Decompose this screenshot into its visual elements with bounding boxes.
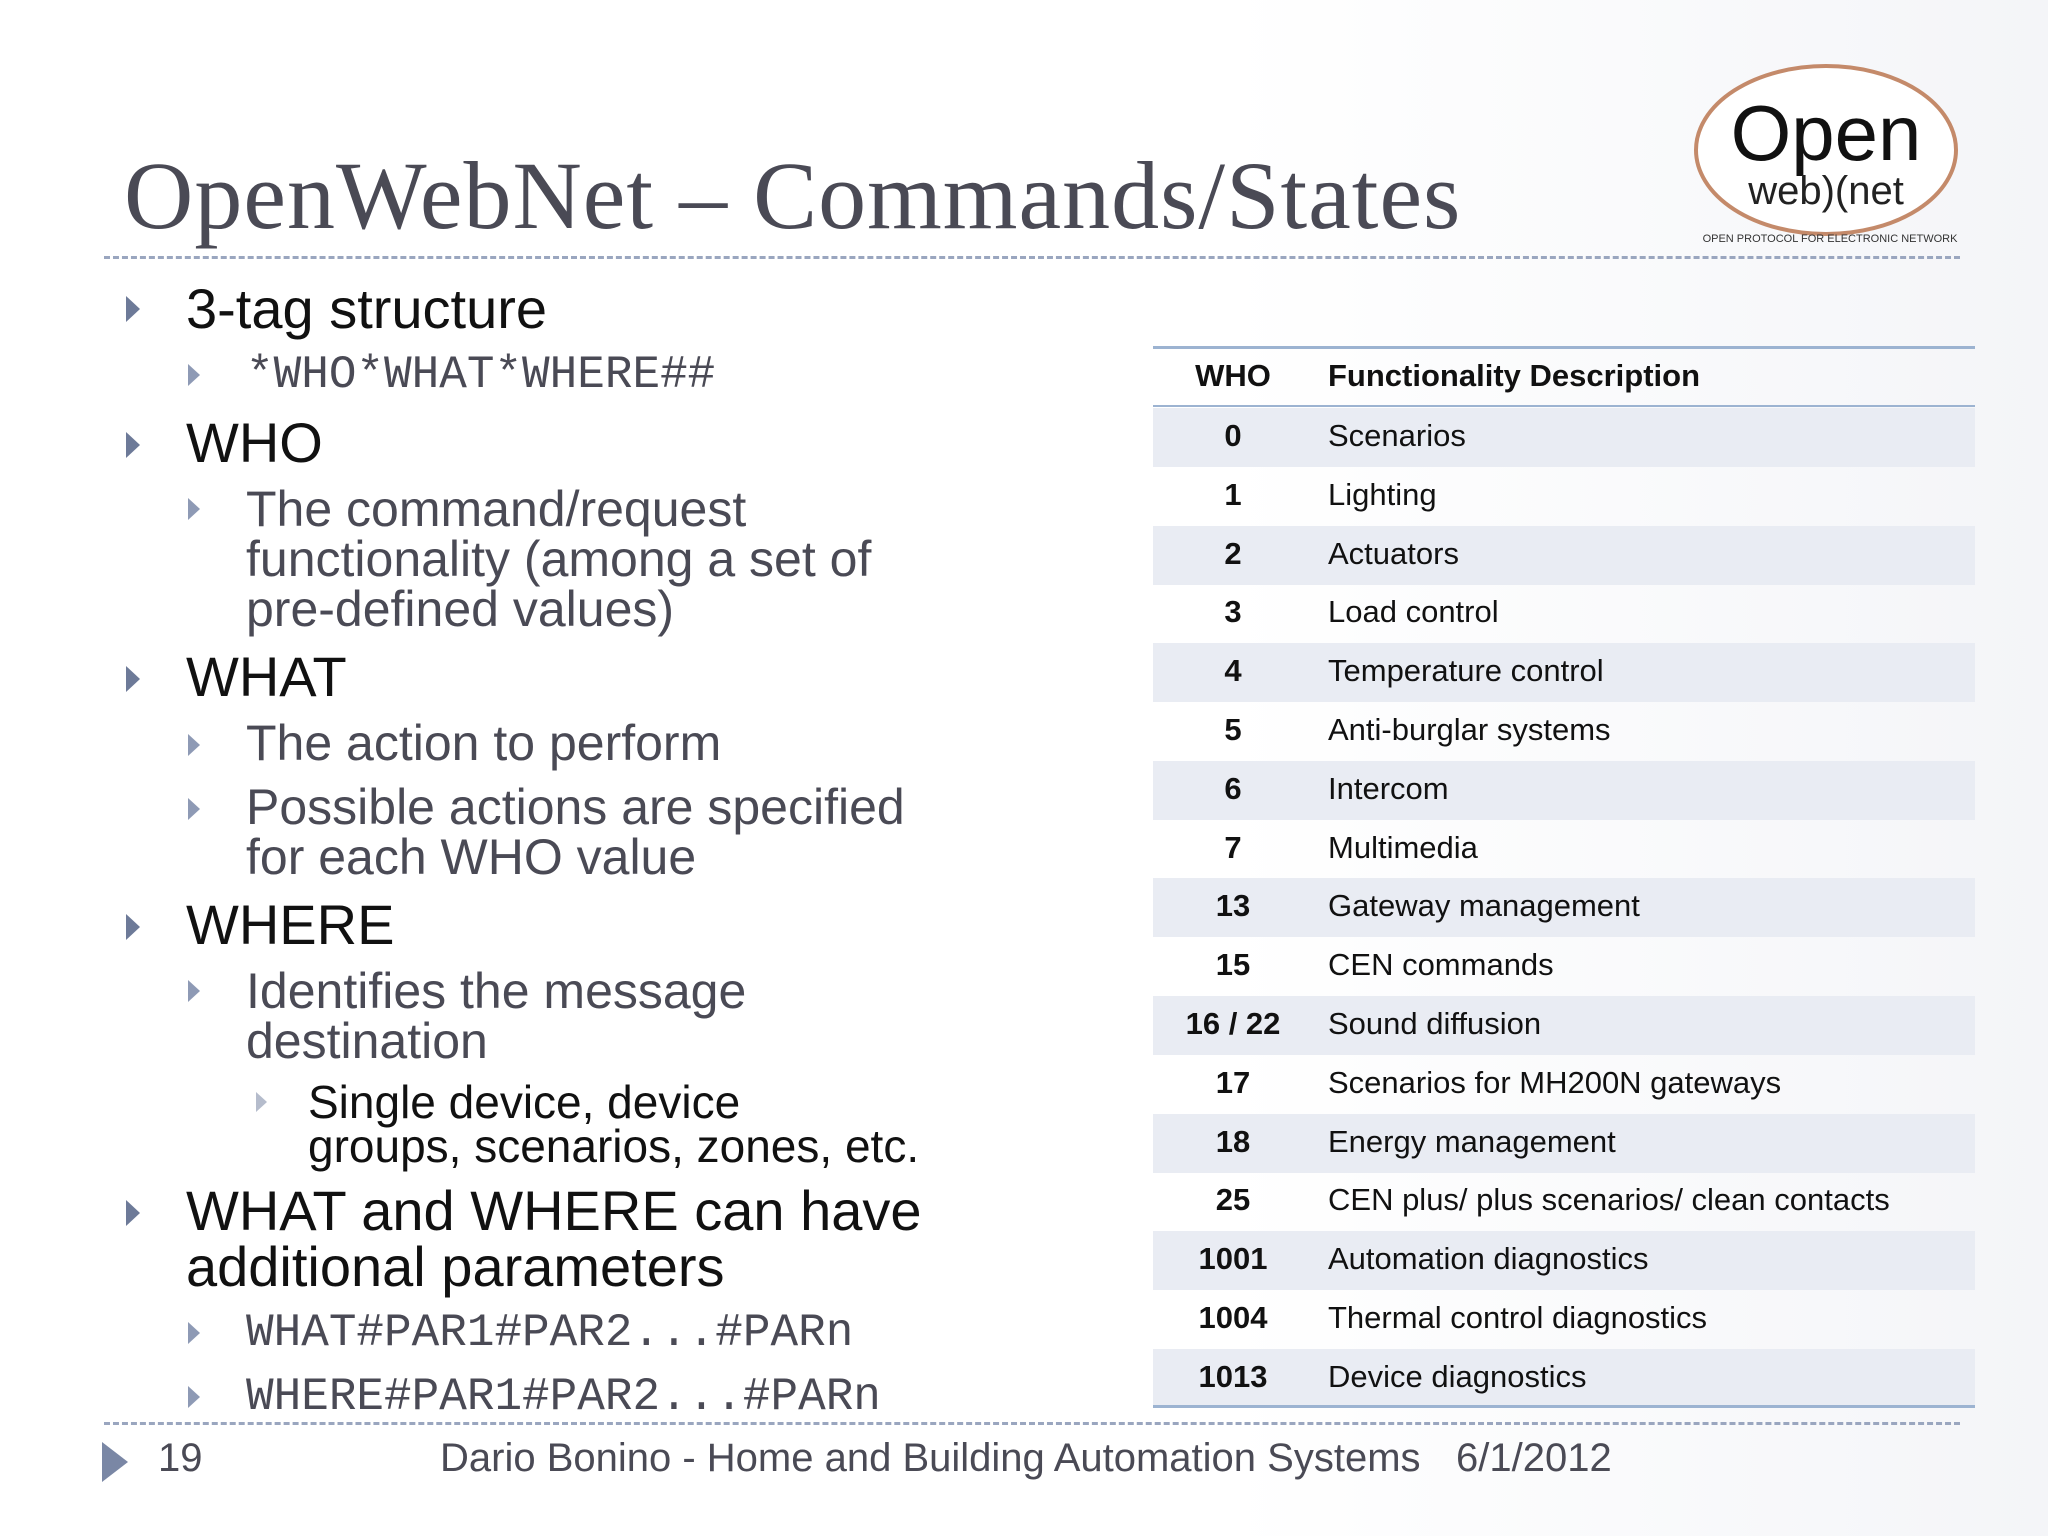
- table-row: [1153, 526, 1975, 585]
- table-cell-desc: Multimedia: [1328, 829, 1478, 865]
- table-cell-who: 1: [1224, 476, 1242, 512]
- table-header-divider: [1153, 405, 1975, 407]
- table-cell-who: 1004: [1198, 1300, 1268, 1335]
- table-cell-desc: CEN plus/ plus scenarios/ clean contacts: [1328, 1182, 1890, 1218]
- bullet-arrow-icon: [188, 364, 200, 386]
- bullet-what: WHAT: [186, 645, 347, 708]
- bullet-arrow-icon: [188, 734, 200, 756]
- table-header-desc: Functionality Description: [1328, 358, 1701, 393]
- svg-text:web)(net: web)(net: [1748, 169, 1904, 213]
- svg-text:OPEN PROTOCOL FOR ELECTRONIC N: OPEN PROTOCOL FOR ELECTRONIC NETWORK: [1702, 233, 1958, 245]
- footer-arrow-icon: [102, 1442, 128, 1482]
- table-cell-who: 6: [1224, 770, 1242, 806]
- bullet-3tag: 3-tag structure: [186, 277, 548, 340]
- bullet-arrow-icon: [126, 666, 140, 692]
- table-cell-who: 1013: [1198, 1358, 1268, 1394]
- table-cell-who: 4: [1224, 653, 1242, 689]
- table-header-who: WHO: [1195, 358, 1271, 393]
- table-row: [1153, 1349, 1975, 1408]
- table-cell-desc: Actuators: [1328, 535, 1459, 571]
- table-cell-desc: CEN commands: [1328, 947, 1554, 983]
- table-cell-who: 7: [1224, 829, 1242, 865]
- table-row: [1153, 408, 1975, 467]
- bullet-arrow-icon: [188, 1386, 200, 1408]
- bullet-where-desc-1: Identifies the message: [246, 963, 747, 1019]
- bullet-where-params: WHERE#PAR1#PAR2...#PARn: [246, 1371, 881, 1423]
- table-cell-who: 2: [1224, 535, 1242, 571]
- bullet-where: WHERE: [186, 893, 395, 956]
- table-cell-who: 3: [1224, 594, 1242, 630]
- bullet-what-possible-2: for each WHO value: [246, 829, 697, 885]
- table-cell-who: 1001: [1198, 1241, 1268, 1277]
- table-cell-desc: Energy management: [1328, 1123, 1616, 1159]
- bullet-where-desc-2: destination: [246, 1013, 488, 1069]
- table-cell-who: 13: [1215, 888, 1251, 924]
- bullet-what-action: The action to perform: [246, 715, 722, 771]
- bullet-where-sub-2: groups, scenarios, zones, etc.: [308, 1120, 920, 1172]
- table-cell-who: 15: [1215, 947, 1251, 983]
- table-bottom-border: [1153, 1405, 1975, 1408]
- bullet-arrow-icon: [126, 1200, 140, 1226]
- bullet-arrow-icon: [126, 914, 140, 940]
- bullet-who-desc-1: The command/request: [246, 481, 747, 537]
- table-row: [1153, 1290, 1975, 1349]
- table-cell-desc: Intercom: [1328, 770, 1449, 806]
- table-row: [1153, 820, 1975, 879]
- table-cell-desc: Load control: [1328, 594, 1499, 630]
- bullet-3tag-syntax: *WHO*WHAT*WHERE##: [246, 349, 716, 401]
- table-cell-desc: Anti-burglar systems: [1328, 712, 1611, 747]
- title-divider: [104, 256, 1960, 259]
- table-cell-who: 25: [1215, 1182, 1251, 1218]
- footer-divider: [104, 1422, 1960, 1425]
- table-row: [1153, 584, 1975, 643]
- bullet-what-params: WHAT#PAR1#PAR2...#PARn: [246, 1307, 854, 1359]
- bullet-what-possible-1: Possible actions are specified: [246, 779, 905, 835]
- table-row: [1153, 643, 1975, 702]
- table-cell-desc: Device diagnostics: [1328, 1358, 1587, 1394]
- table-cell-desc: Gateway management: [1328, 888, 1640, 924]
- table-cell-desc: Lighting: [1328, 476, 1437, 512]
- bullet-params-1: WHAT and WHERE can have: [186, 1179, 922, 1242]
- bullet-arrow-icon: [188, 1322, 200, 1344]
- table-cell-desc: Scenarios for MH200N gateways: [1328, 1064, 1782, 1100]
- table-cell-desc: Sound diffusion: [1328, 1006, 1542, 1041]
- table-cell-desc: Temperature control: [1328, 653, 1604, 689]
- table-cell-who: 18: [1215, 1123, 1251, 1159]
- table-row: [1153, 467, 1975, 526]
- footer-date: 6/1/2012: [1456, 1436, 1612, 1480]
- table-cell-desc: Automation diagnostics: [1328, 1241, 1649, 1277]
- table-row: [1153, 702, 1975, 761]
- table-row: [1153, 1114, 1975, 1173]
- table-cell-who: 17: [1215, 1064, 1251, 1100]
- bullet-arrow-icon: [256, 1092, 267, 1112]
- table-row: [1153, 937, 1975, 996]
- bullet-who: WHO: [186, 411, 323, 474]
- bullet-arrow-icon: [126, 296, 140, 322]
- svg-text:Open: Open: [1730, 89, 1922, 177]
- table-header-row: [1153, 348, 1975, 407]
- bullet-arrow-icon: [126, 432, 140, 458]
- bullet-who-desc-3: pre-defined values): [246, 581, 675, 637]
- table-row: [1153, 1055, 1975, 1114]
- openwebnet-logo: [1690, 58, 1972, 248]
- table-cell-desc: Scenarios: [1328, 418, 1466, 453]
- table-row: [1153, 996, 1975, 1055]
- bullet-who-desc-2: functionality (among a set of: [246, 531, 872, 587]
- slide-title: OpenWebNet – Commands/States: [124, 142, 1462, 249]
- footer-author: Dario Bonino - Home and Building Automation Systems: [440, 1436, 1421, 1480]
- table-cell-who: 16 / 22: [1185, 1006, 1281, 1041]
- table-cell-who: 5: [1224, 712, 1242, 747]
- page-number: 19: [158, 1436, 203, 1480]
- table-row: [1153, 1172, 1975, 1231]
- table-cell-desc: Thermal control diagnostics: [1328, 1300, 1708, 1335]
- table-row: [1153, 878, 1975, 937]
- bullet-arrow-icon: [188, 498, 200, 520]
- table-row: [1153, 761, 1975, 820]
- bullet-arrow-icon: [188, 798, 200, 820]
- table-row: [1153, 1231, 1975, 1290]
- bullet-params-2: additional parameters: [186, 1235, 725, 1298]
- table-cell-who: 0: [1224, 418, 1242, 453]
- bullet-where-sub-1: Single device, device: [308, 1076, 741, 1128]
- bullet-arrow-icon: [188, 980, 200, 1002]
